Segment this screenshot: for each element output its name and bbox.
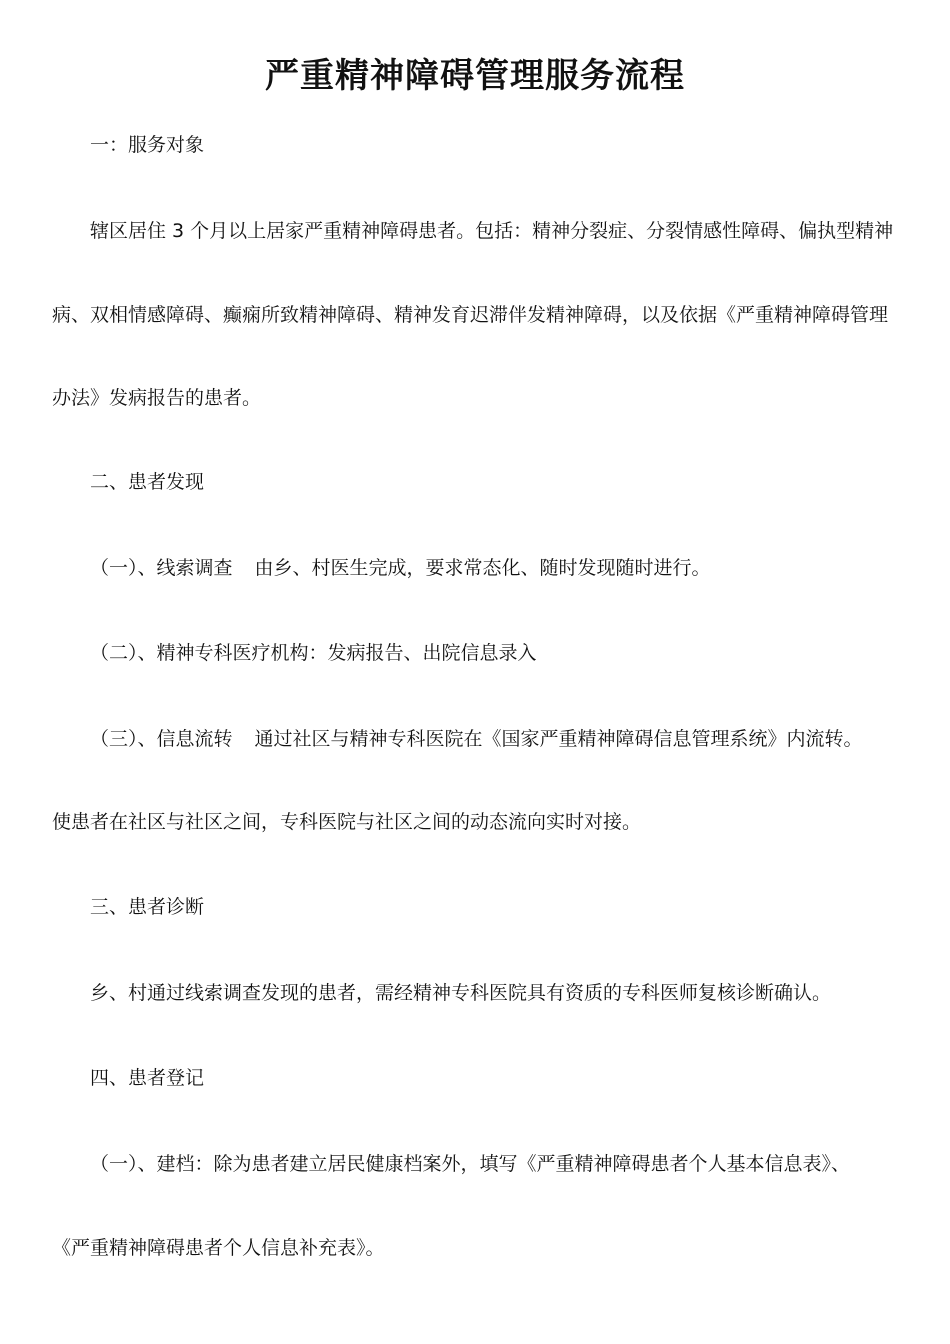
page-title: 严重精神障碍管理服务流程: [265, 56, 685, 96]
paragraph-line: 乡、村通过线索调查发现的患者，需经精神专科医院具有资质的专科医师复核诊断确认。: [90, 982, 832, 1004]
list-item-label: （三）、信息流转: [90, 728, 233, 750]
paragraph-line: 办法》发病报告的患者。: [52, 387, 262, 409]
paragraph-line: 病、双相情感障碍、癫痫所致精神障碍、精神发育迟滞伴发精神障碍，以及依据《严重精神障碍管理: [52, 304, 889, 326]
section-heading-service-target: 一：服务对象: [90, 134, 205, 156]
list-item-text: 由乡、村医生完成，要求常态化、随时发现随时进行。: [254, 557, 711, 579]
paragraph-line: 《严重精神障碍患者个人信息补充表》。: [52, 1237, 385, 1259]
list-item-text: 通过社区与精神专科医院在《国家严重精神障碍信息管理系统》内流转。: [254, 728, 863, 750]
section-heading-patient-registration: 四、患者登记: [90, 1067, 205, 1089]
list-item-file-creation: （一）、建档：除为患者建立居民健康档案外，填写《严重精神障碍患者个人基本信息表》、: [90, 1153, 851, 1175]
list-item-specialist-institution: （二）、精神专科医疗机构：发病报告、出院信息录入: [90, 642, 537, 664]
paragraph-line: 使患者在社区与社区之间，专科医院与社区之间的动态流向实时对接。: [52, 811, 642, 833]
list-item-label: （一）、线索调查: [90, 557, 233, 579]
section-heading-patient-discovery: 二、患者发现: [90, 471, 205, 493]
section-heading-patient-diagnosis: 三、患者诊断: [90, 896, 205, 918]
list-item-clue-survey: [90, 555, 711, 581]
paragraph-line: 辖区居住 3 个月以上居家严重精神障碍患者。包括：精神分裂症、分裂情感性障碍、偏执型精神: [90, 220, 894, 242]
list-item-info-transfer: [90, 726, 863, 752]
